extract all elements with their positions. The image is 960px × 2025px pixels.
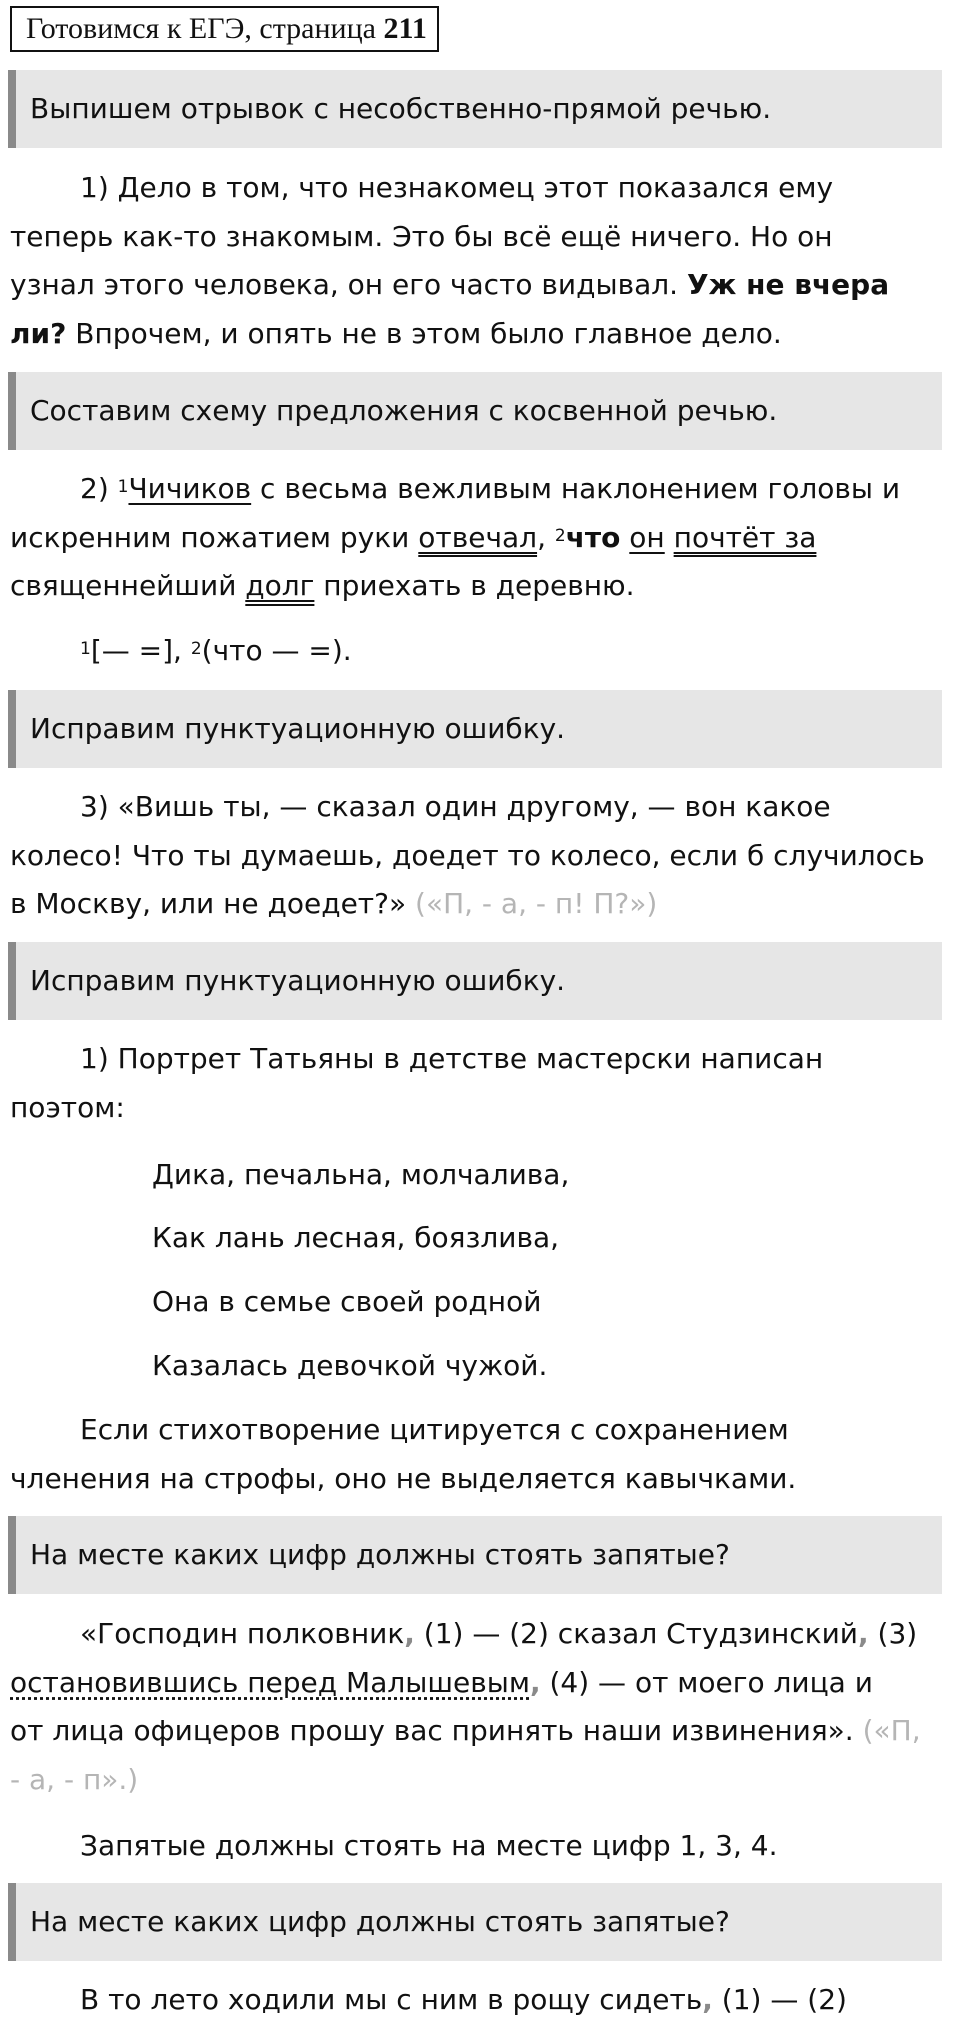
verse-line: Она в семье своей родной: [152, 1285, 542, 1318]
text-line: искренним пожатием руки отвечал, $^2$что он почтёт за: [10, 520, 817, 554]
section-header: [8, 70, 942, 148]
section-header-text: На месте каких цифр должны стоять запятые?: [30, 1538, 730, 1571]
text-line: от лица офицеров прошу вас принять наши извинения». («П,: [10, 1714, 921, 1747]
predicate-word: долг: [245, 569, 315, 602]
text-line: остановившись перед Малышевым, (4) — от моего лица и: [10, 1665, 873, 1699]
text-line: Если стихотворение цитируется с сохранением: [80, 1413, 789, 1446]
text-line: В то лето ходили мы с ним в рощу сидеть, (1) — (2): [80, 1983, 847, 2016]
text-line: в Москву, или не доедет?» («П, - а, - п! П?»): [10, 887, 658, 920]
section-header: [8, 1516, 942, 1594]
text-line: 2) $^1$Чичиков с весьма вежливым наклонением головы и: [80, 472, 901, 505]
bold-phrase: Уж не вчера: [686, 268, 890, 301]
page-number: 211: [383, 12, 427, 45]
text-line: теперь как-то знакомым. Это бы всё ещё ничего. Но он: [10, 219, 833, 253]
section-header-text: Составим схему предложения с косвенной речью.: [30, 394, 778, 427]
subject-word: он: [629, 520, 665, 554]
text-line: ли? Впрочем, и опять не в этом было главное дело.: [10, 316, 782, 350]
title-text: Готовимся к ЕГЭ, страница: [26, 12, 384, 45]
paragraph: [10, 465, 950, 611]
paragraph: [10, 164, 950, 358]
paragraph: [10, 783, 950, 929]
text-line: колесо! Что ты думаешь, доедет то колесо, если б случилось: [10, 838, 925, 872]
conjunction-word: что: [565, 520, 621, 554]
text-line: 3) «Вишь ты, — сказал один другому, — вон какое: [80, 790, 831, 823]
text-line: 1) Портрет Татьяны в детстве мастерски написан: [80, 1042, 824, 1075]
section-header: [8, 1883, 942, 1961]
text-line: поэтом:: [10, 1090, 125, 1124]
predicate-word: почтёт за: [673, 520, 817, 554]
inserted-comma: ,: [702, 1983, 713, 2016]
inserted-comma: ,: [858, 1617, 869, 1650]
predicate-word: отвечал: [418, 520, 538, 554]
section-header: [8, 372, 942, 450]
paragraph: [10, 1610, 950, 1804]
paragraph: [10, 1406, 950, 1503]
section-header-text: Исправим пунктуационную ошибку.: [30, 964, 566, 997]
paragraph: [10, 1976, 950, 2025]
subject-word: Чичиков: [128, 472, 252, 505]
sentence-scheme: $^1$[— =], $^2$(что — =).: [80, 634, 352, 667]
verse-line: Казалась девочкой чужой.: [152, 1349, 548, 1382]
section-header-text: На месте каких цифр должны стоять запятые?: [30, 1905, 730, 1938]
text-line: узнал этого человека, он его часто видывал. Уж не вчера: [10, 268, 890, 301]
answer-line: Запятые должны стоять на месте цифр 1, 3, 4.: [80, 1829, 778, 1862]
verse-line: Как лань лесная, боязлива,: [152, 1221, 560, 1254]
text-line: священнейший долг приехать в деревню.: [10, 569, 635, 602]
participle-phrase: остановившись перед Малышевым: [10, 1665, 530, 1699]
text-line: [10, 1756, 950, 1805]
page-title: [10, 6, 439, 52]
paragraph: [10, 1035, 950, 1132]
section-header: [8, 690, 942, 768]
punctuation-scheme: («П, - а, - п! П?»): [415, 887, 658, 920]
bold-phrase: ли?: [10, 316, 67, 350]
inserted-comma: ,: [404, 1617, 415, 1650]
section-header-text: Выпишем отрывок с несобственно-прямой речью.: [30, 92, 772, 125]
punctuation-scheme: («П,: [862, 1714, 921, 1747]
inserted-comma: ,: [529, 1665, 541, 1699]
section-header: [8, 942, 942, 1020]
verse-line: Дика, печальна, молчалива,: [152, 1158, 570, 1191]
text-line: 1) Дело в том, что незнакомец этот показался ему: [80, 171, 834, 204]
text-line: «Господин полковник, (1) — (2) сказал Студзинский, (3): [80, 1617, 918, 1650]
text-line: членения на строфы, оно не выделяется кавычками.: [10, 1461, 797, 1495]
section-header-text: Исправим пунктуационную ошибку.: [30, 712, 566, 745]
punctuation-scheme: - а, - п».): [10, 1762, 139, 1796]
